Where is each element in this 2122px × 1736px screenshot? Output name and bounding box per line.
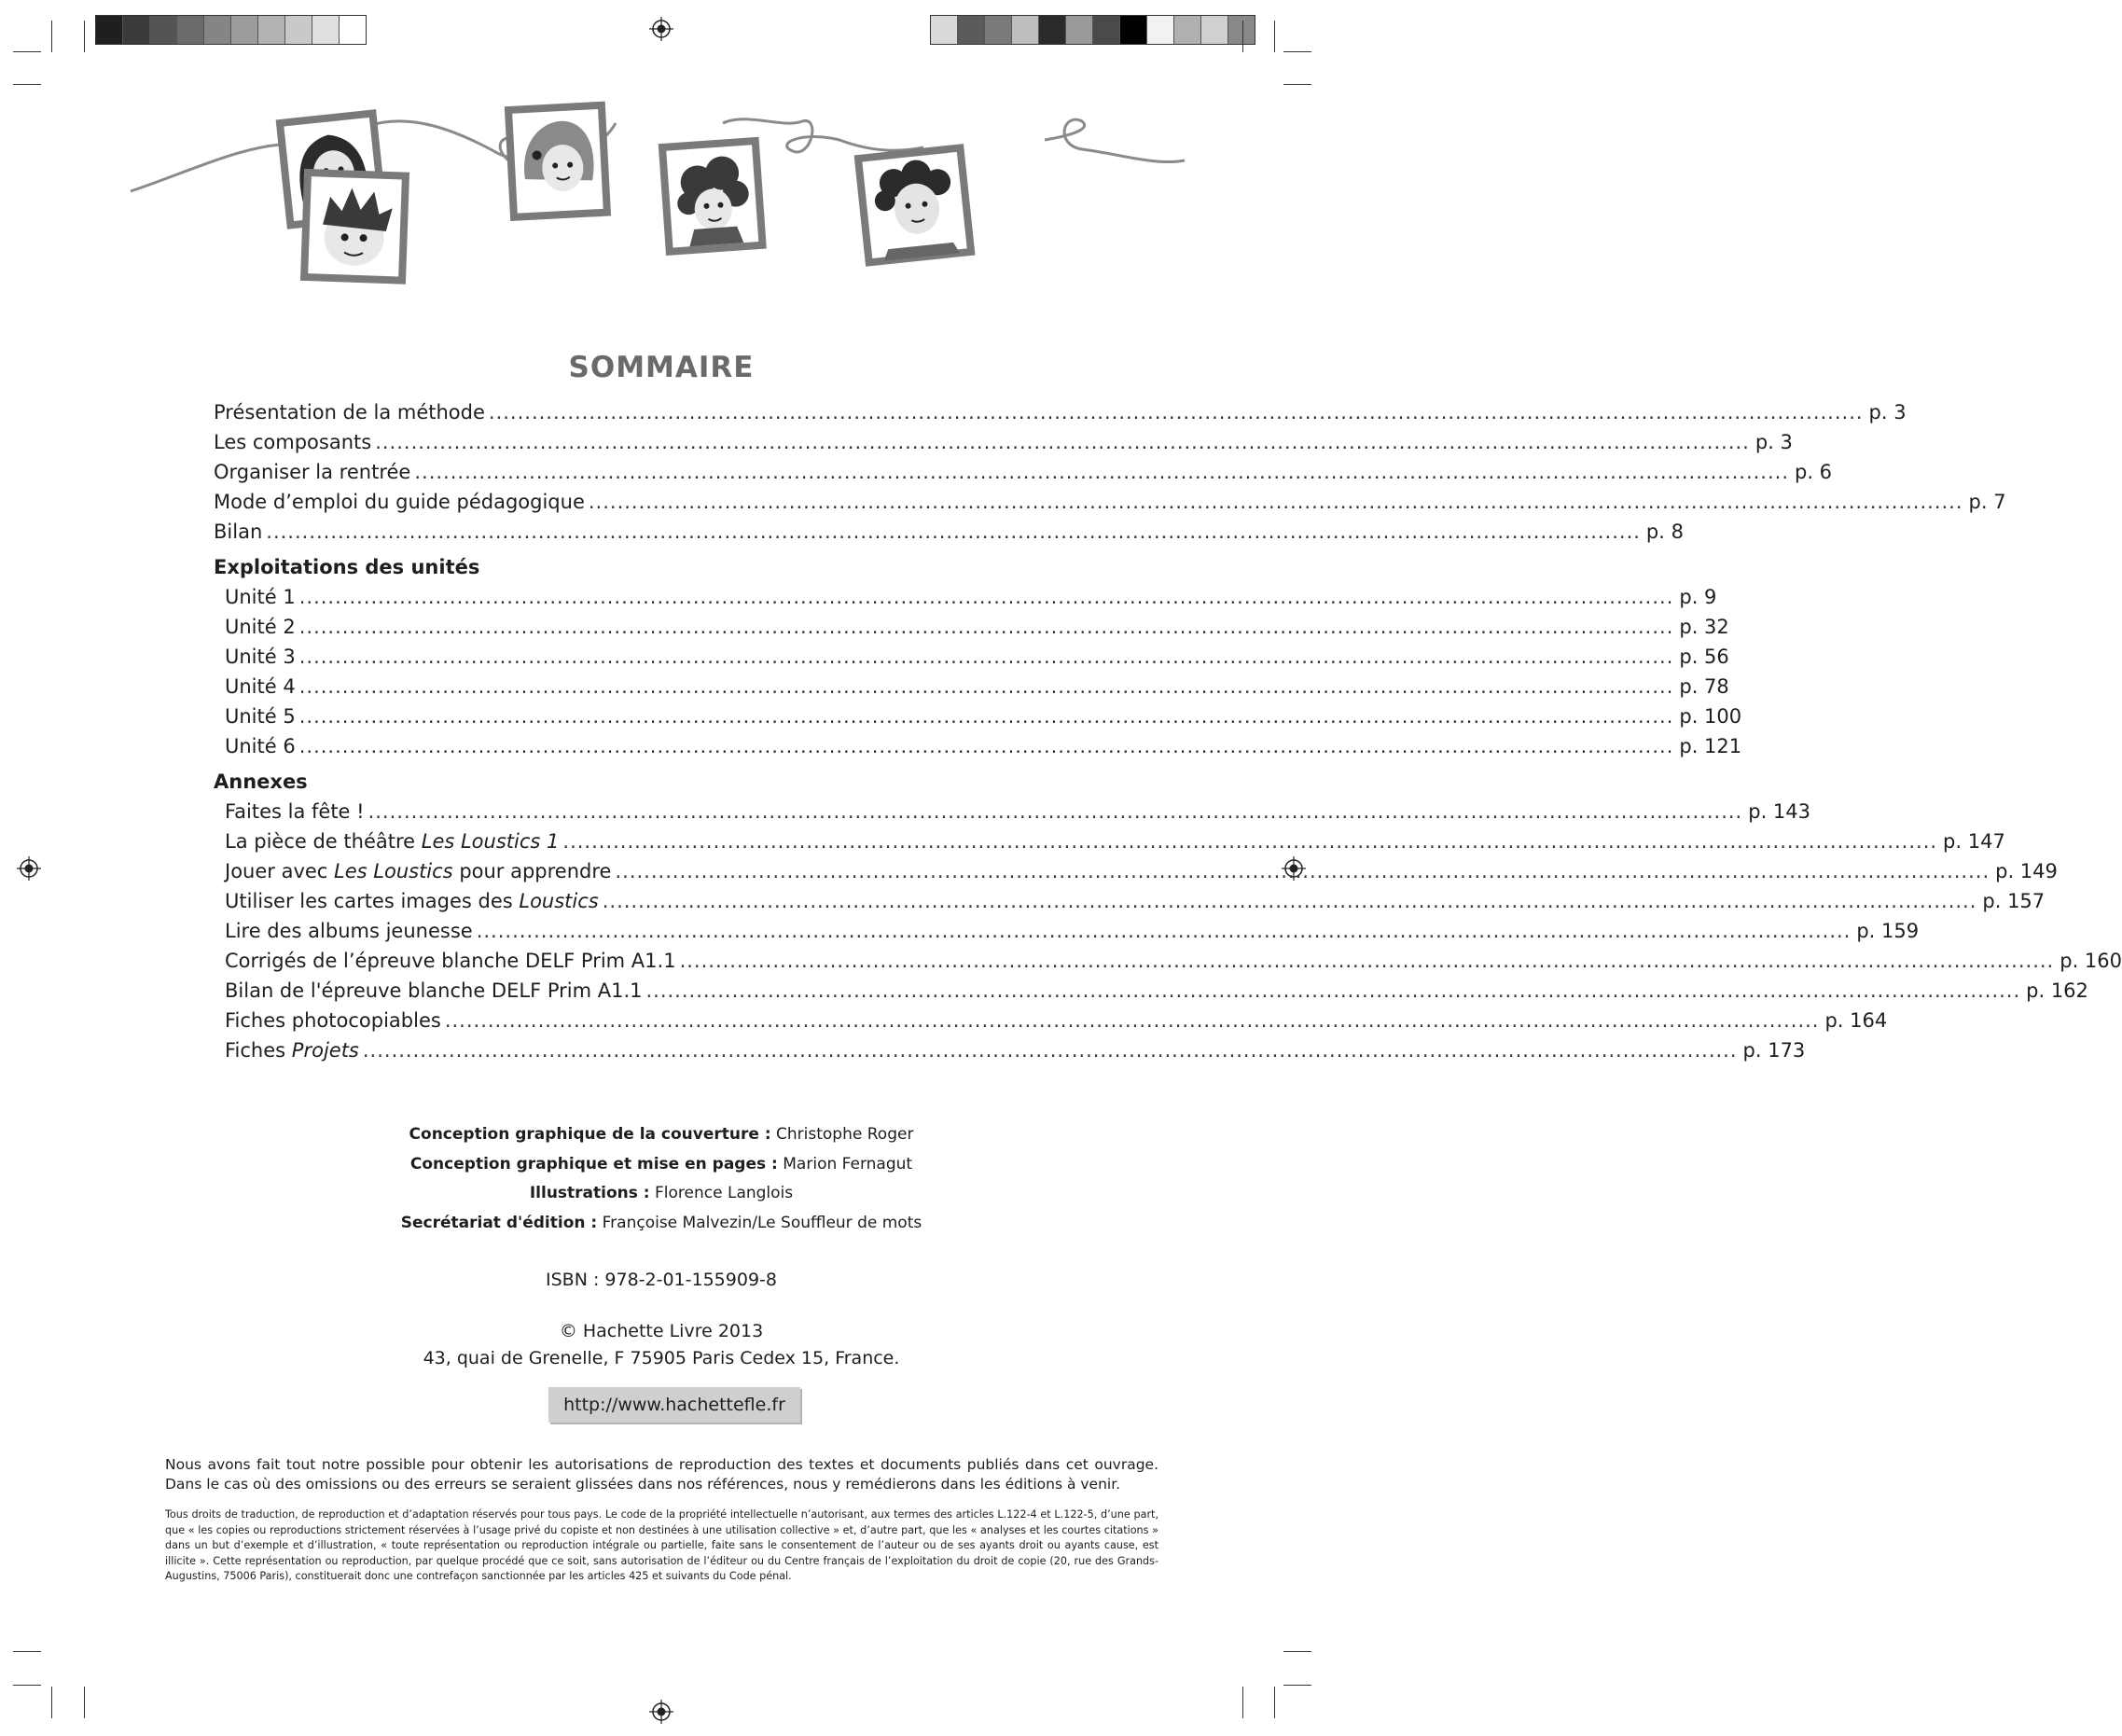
dot-leader: ................................................................................................................................................................................................ <box>298 646 1674 668</box>
website-link[interactable]: http://www.hachettefle.fr <box>548 1387 800 1423</box>
toc-entry-page: p. 159 <box>1856 920 1920 942</box>
man-curly-hair-portrait <box>858 148 971 263</box>
toc-entry-label: Bilan <box>214 521 263 543</box>
toc-entry[interactable] <box>214 397 1907 427</box>
toc-entry-label: Présentation de la méthode <box>214 401 485 424</box>
toc-entry-page: p. 143 <box>1748 800 1810 823</box>
crop-mark <box>84 1687 85 1718</box>
color-calibration-strip-left <box>95 15 367 45</box>
crop-mark <box>1283 1685 1311 1686</box>
boy-spiky-hair-portrait <box>304 173 406 281</box>
toc-entry-label: Unité 2 <box>225 616 296 638</box>
dot-leader: ................................................................................................................................................................................................ <box>298 586 1674 608</box>
toc-entry-label: La pièce de théâtre Les Loustics 1 <box>225 830 560 853</box>
crop-mark <box>13 1685 41 1686</box>
publisher-address: 43, quai de Grenelle, F 75905 Paris Cedex 15, France. <box>423 1348 900 1368</box>
toc-entry-label: Fiches Projets <box>225 1039 359 1062</box>
toc-entry[interactable] <box>214 701 1742 731</box>
toc-entry[interactable] <box>214 612 1729 642</box>
dot-leader: ................................................................................................................................................................................................ <box>375 431 1750 453</box>
dot-leader: ................................................................................................................................................................................................ <box>368 800 1743 823</box>
crop-mark <box>1283 1651 1311 1652</box>
crop-mark <box>51 1687 52 1718</box>
dot-leader: ................................................................................................................................................................................................ <box>298 705 1674 728</box>
toc-entry-page: p. 149 <box>1995 860 2058 882</box>
credit-role: Secrétariat d'édition : <box>400 1214 598 1232</box>
credit-role: Conception graphique de la couverture : <box>409 1125 771 1144</box>
toc-entry[interactable] <box>214 916 1920 946</box>
toc-entry-page: p. 100 <box>1679 705 1742 728</box>
toc-entry[interactable] <box>214 946 2122 976</box>
toc-section-heading: Annexes <box>214 771 308 793</box>
crop-mark <box>84 21 85 52</box>
toc-entry[interactable] <box>214 826 2005 856</box>
toc-entry-page: p. 3 <box>1754 431 1793 453</box>
toc-entry-label: Unité 3 <box>225 646 296 668</box>
color-calibration-strip-right <box>930 15 1255 45</box>
toc-entry[interactable] <box>214 1006 1888 1035</box>
girl-hairband-portrait <box>508 105 607 217</box>
dot-leader: ................................................................................................................................................................................................ <box>298 616 1674 638</box>
toc-entry-page: p. 147 <box>1943 830 2005 853</box>
toc-entry-label: Unité 6 <box>225 735 296 757</box>
credit-line <box>0 1125 1323 1144</box>
registration-mark-icon <box>649 1700 673 1724</box>
credit-name: Christophe Roger <box>776 1125 914 1144</box>
crop-mark <box>13 1651 41 1652</box>
toc-entry-label: Utiliser les cartes images des Loustics <box>225 890 599 912</box>
toc-entry-page: p. 3 <box>1868 401 1907 424</box>
crop-mark <box>1274 1687 1275 1718</box>
toc-entry[interactable] <box>214 731 1742 761</box>
toc-entry-page: p. 56 <box>1679 646 1729 668</box>
toc-entry-label: Unité 5 <box>225 705 296 728</box>
crop-mark <box>13 51 41 52</box>
crop-mark <box>1242 1687 1243 1718</box>
crop-mark <box>13 84 41 85</box>
credit-line <box>0 1155 1323 1174</box>
registration-mark-icon <box>17 856 41 881</box>
toc-entry-page: p. 6 <box>1795 461 1833 483</box>
credit-name: Françoise Malvezin/Le Souffleur de mots <box>602 1214 922 1232</box>
table-of-contents <box>214 397 2122 1065</box>
toc-entry-label: Organiser la rentrée <box>214 461 411 483</box>
credit-name: Florence Langlois <box>655 1184 794 1202</box>
crop-mark <box>1242 21 1243 52</box>
toc-entry-label: Lire des albums jeunesse <box>225 920 473 942</box>
dot-leader: ................................................................................................................................................................................................ <box>444 1009 1820 1032</box>
dot-leader: ................................................................................................................................................................................................ <box>602 890 1977 912</box>
toc-entry-page: p. 32 <box>1679 616 1729 638</box>
toc-entry-label: Mode d’emploi du guide pédagogique <box>214 491 585 513</box>
toc-entry[interactable] <box>214 976 2088 1006</box>
toc-entry[interactable] <box>214 457 1833 487</box>
toc-entry[interactable] <box>214 427 1793 457</box>
dot-leader: ................................................................................................................................................................................................ <box>266 521 1641 543</box>
credit-role: Conception graphique et mise en pages : <box>409 1155 778 1174</box>
portraits-illustration <box>131 103 1203 345</box>
toc-entry-label: Unité 1 <box>225 586 296 608</box>
toc-entry-page: p. 78 <box>1679 675 1729 698</box>
toc-entry[interactable] <box>214 642 1729 672</box>
dot-leader: ................................................................................................................................................................................................ <box>588 491 1963 513</box>
credit-line <box>0 1214 1323 1232</box>
isbn: ISBN : 978-2-01-155909-8 <box>546 1270 777 1290</box>
toc-entry-label: Unité 4 <box>225 675 296 698</box>
permissions-notice: Nous avons fait tout notre possible pour obtenir les autorisations de reproduction des textes et documents publiés dans cet ouvrage. Dans le cas où des omissions ou des erreurs se seraient glissées dans nos références, nous y remédierons dans les éditions à venir. <box>165 1456 1158 1493</box>
toc-entry-label: Corrigés de l’épreuve blanche DELF Prim A1.1 <box>225 950 676 972</box>
toc-entry[interactable] <box>214 672 1729 701</box>
toc-entry-page: p. 160 <box>2060 950 2122 972</box>
registration-mark-icon <box>649 17 673 41</box>
toc-entry-page: p. 164 <box>1824 1009 1888 1032</box>
toc-entry-label: Bilan de l'épreuve blanche DELF Prim A1.1 <box>225 979 643 1002</box>
dot-leader: ................................................................................................................................................................................................ <box>298 675 1674 698</box>
dot-leader: ................................................................................................................................................................................................ <box>615 860 1990 882</box>
crop-mark <box>1274 21 1275 52</box>
credit-name: Marion Fernagut <box>783 1155 913 1174</box>
girl-curly-hair-portrait <box>662 141 763 252</box>
dot-leader: ................................................................................................................................................................................................ <box>488 401 1864 424</box>
toc-entry-page: p. 7 <box>1968 491 2006 513</box>
crop-mark <box>1283 84 1311 85</box>
toc-entry-page: p. 162 <box>2026 979 2088 1002</box>
credit-role: Illustrations : <box>529 1184 650 1202</box>
toc-entry[interactable] <box>214 517 1684 547</box>
toc-section-heading: Exploitations des unités <box>214 556 480 578</box>
toc-entry[interactable] <box>214 1035 1806 1065</box>
crop-mark <box>1283 51 1311 52</box>
dot-leader: ................................................................................................................................................................................................ <box>645 979 2021 1002</box>
toc-entry-label: Les composants <box>214 431 372 453</box>
toc-entry-page: p. 121 <box>1679 735 1742 757</box>
dot-leader: ................................................................................................................................................................................................ <box>362 1039 1738 1062</box>
dot-leader: ................................................................................................................................................................................................ <box>476 920 1852 942</box>
credit-line <box>0 1184 1323 1202</box>
toc-entry[interactable] <box>214 797 1810 826</box>
crop-mark <box>51 21 52 52</box>
dot-leader: ................................................................................................................................................................................................ <box>679 950 2055 972</box>
toc-entry[interactable] <box>214 856 2058 886</box>
toc-entry-page: p. 173 <box>1742 1039 1806 1062</box>
dot-leader: ................................................................................................................................................................................................ <box>414 461 1789 483</box>
toc-entry-page: p. 157 <box>1982 890 2046 912</box>
toc-entry-label: Jouer avec Les Loustics pour apprendre <box>225 860 612 882</box>
toc-entry[interactable] <box>214 487 2006 517</box>
toc-entry-page: p. 9 <box>1679 586 1717 608</box>
legal-notice: Tous droits de traduction, de reproduction et d’adaptation réservés pour tous pays. Le code de la propriété intellectuelle n’autorisant, aux termes des articles L.122-4 et L.122-5, d’une part, que « les copies ou reproductions strictement réservées à l’usage privé du copiste et non destinées à une utilisation collective » et, d’autre part, que les « analyses et les courtes citations » dans un but d’exemple et d’illustration, « toute représentation ou reproduction intégrale ou partielle, faite sans le consentement de l’auteur ou de ses ayants droit ou ayants cause, est illicite ». Cette représentation ou reproduction, par quelque procédé que ce soit, sans autorisation de l’éditeur ou du Centre français de l’exploitation du droit de copie (20, rue des Grands-Augustins, 75006 Paris), constituerait donc une contrefaçon sanctionnée par les articles 425 et suivants du Code pénal. <box>165 1508 1158 1582</box>
dot-leader: ................................................................................................................................................................................................ <box>562 830 1938 853</box>
toc-entry[interactable] <box>214 886 2046 916</box>
toc-entry-label: Fiches photocopiables <box>225 1009 441 1032</box>
page-title: SOMMAIRE <box>568 351 755 384</box>
copyright: © Hachette Livre 2013 <box>559 1321 764 1341</box>
dot-leader: ................................................................................................................................................................................................ <box>298 735 1674 757</box>
toc-entry-page: p. 8 <box>1645 521 1684 543</box>
toc-entry-label: Faites la fête ! <box>225 800 365 823</box>
toc-entry[interactable] <box>214 582 1717 612</box>
